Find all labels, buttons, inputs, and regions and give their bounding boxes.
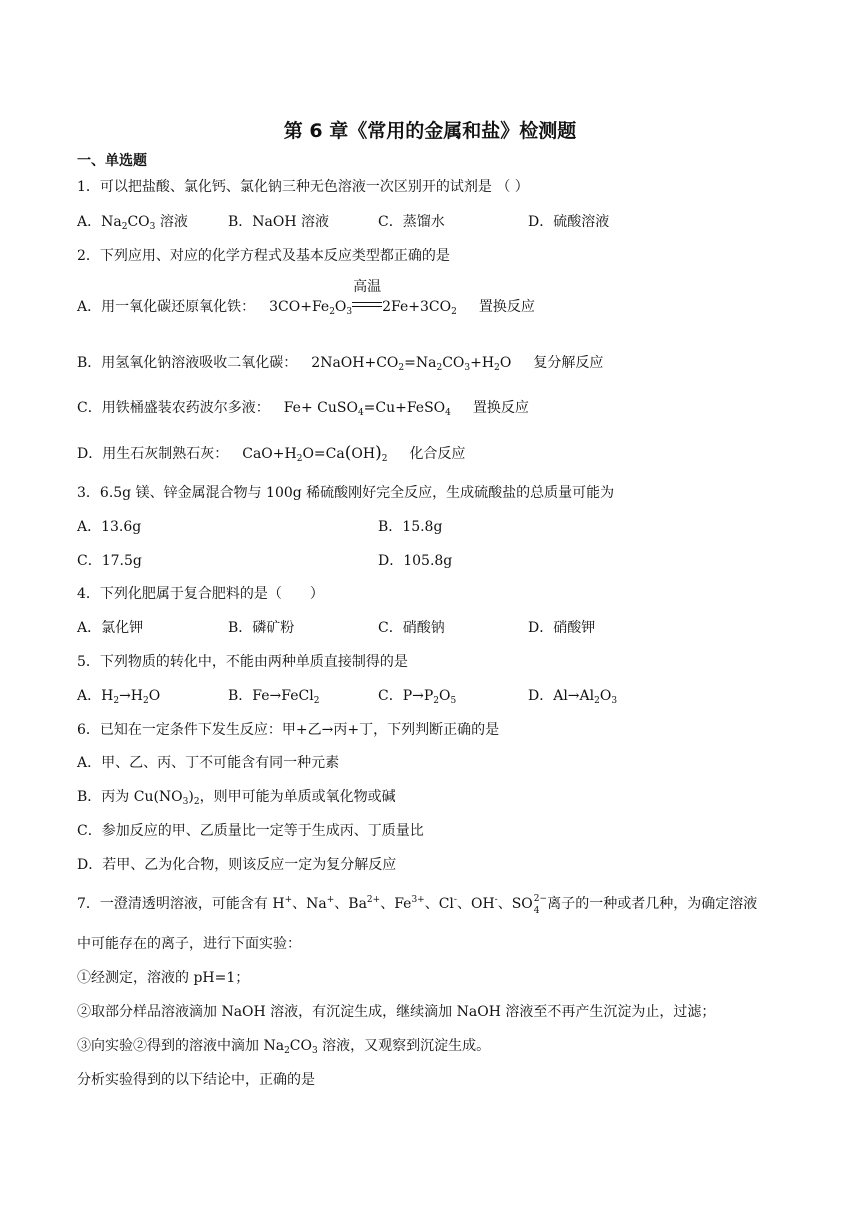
q3-option-c: C．17.5g xyxy=(77,553,142,569)
q6-option-b-formula: B．丙为 Cu(NO xyxy=(77,789,183,805)
q2-option-b: B．用氢氧化钠溶液吸收二氧化碳： $2NaOH+CO_2=Na_2CO_3+H_2O$ 复分解反应 xyxy=(77,355,604,373)
q4-option-d: D．硝酸钾 xyxy=(528,620,596,636)
q4-option-b: B．磷矿粉 xyxy=(228,620,295,636)
q7-step-3: ③向实验②得到的溶液中滴加 $Na_2CO_3$ 溶液，又观察到沉淀生成。 xyxy=(77,1038,491,1056)
q6-option-b-text: ，则甲可能为单质或氧化物或碱 xyxy=(199,789,396,805)
q2-option-c-label: C．用铁桶盛装农药波尔多液： xyxy=(77,400,270,416)
q4-option-c: C．硝酸钠 xyxy=(378,620,445,636)
q2-option-b-label: B．用氢氧化钠溶液吸收二氧化碳： xyxy=(77,355,298,371)
question-7-stem: 7．一澄清透明溶液，可能含有 H+、Na+、$Ba^{2+}$、$Fe^{3+}$、Cl-、OH-、SO 2− 4 离子的一种或者几种，为确定溶液 xyxy=(77,894,758,916)
q2-option-a-label: A．用一氧化碳还原氧化铁： xyxy=(77,299,256,315)
q6-option-a: A．甲、乙、丙、丁不可能含有同一种元素 xyxy=(77,755,340,771)
q7-step-3-tail: 溶液，又观察到沉淀生成。 xyxy=(317,1038,491,1054)
q2-option-a-type: 置换反应 xyxy=(478,299,535,315)
q5-option-a: A．$H_2\to H_2O$ xyxy=(77,688,161,706)
q3-option-b: B．15.8g xyxy=(378,519,443,535)
q7-stem-intro: 7．一澄清透明溶液，可能含有 xyxy=(77,896,273,912)
q1-option-d: D．硫酸溶液 xyxy=(528,214,610,230)
question-5-stem: 5．下列物质的转化中，不能由两种单质直接制得的是 xyxy=(77,654,408,670)
q2-option-b-type: 复分解反应 xyxy=(533,355,604,371)
q2-option-d-label: D．用生石灰制熟石灰： xyxy=(77,446,229,462)
question-7-line2: 中可能存在的离子，进行下面实验： xyxy=(77,936,301,952)
question-4-stem: 4．下列化肥属于复合肥料的是（ ） xyxy=(77,586,324,602)
q7-step-3-intro: ③向实验②得到的溶液中滴加 xyxy=(77,1038,264,1054)
q3-option-d: D．105.8g xyxy=(378,553,453,569)
question-2-stem: 2．下列应用、对应的化学方程式及基本反应类型都正确的是 xyxy=(77,248,450,264)
q4-option-a: A．氯化钾 xyxy=(77,620,144,636)
q2-option-d-type: 化合反应 xyxy=(409,446,466,462)
reaction-condition-text: 高温 xyxy=(353,279,382,295)
q1-option-b: B．NaOH 溶液 xyxy=(228,214,330,230)
q2-option-a: A．用一氧化碳还原氧化铁： $3CO+Fe_2O_3$ 高温 $2Fe+3CO_2$ 置换反应 xyxy=(77,279,535,317)
page-title: 第 6 章《常用的金属和盐》检测题 xyxy=(283,120,577,142)
q5-option-b: B．Fe→FeCl$_2$ xyxy=(228,688,320,706)
question-3-stem: 3．6.5g 镁、锌金属混合物与 100g 稀硫酸刚好完全反应，生成硫酸盐的总质量可能为 xyxy=(77,485,615,501)
reaction-condition xyxy=(352,279,382,317)
q5-option-c: C．$P\to P_2O_5$ xyxy=(378,688,457,706)
q1-option-c: C．蒸馏水 xyxy=(378,214,445,230)
q1-option-a: A．$Na_2CO_3$ 溶液 xyxy=(77,214,188,232)
q6-option-b: B．丙为 $Cu(NO_3)_2$，则甲可能为单质或氧化物或碱 xyxy=(77,789,396,807)
q7-conclusion-prompt: 分析实验得到的以下结论中，正确的是 xyxy=(77,1072,315,1088)
question-1-stem: 1．可以把盐酸、氯化钙、氯化钠三种无色溶液一次区别开的试剂是 （ ） xyxy=(77,179,529,195)
q7-stem-tail: 离子的一种或者几种，为确定溶液 xyxy=(547,896,758,912)
q7-step-2: ②取部分样品溶液滴加 NaOH 溶液，有沉淀生成，继续滴加 NaOH 溶液至不再产生沉淀为止，过滤； xyxy=(77,1004,716,1020)
question-6-stem: 6．已知在一定条件下发生反应：甲+乙→丙+丁，下列判断正确的是 xyxy=(77,722,500,738)
section-heading: 一、单选题 xyxy=(77,153,147,169)
q6-option-c: C．参加反应的甲、乙质量比一定等于生成丙、丁质量比 xyxy=(77,823,424,839)
q2-option-c-type: 置换反应 xyxy=(472,400,529,416)
q2-option-c: C．用铁桶盛装农药波尔多液： Fe+ CuSO$_4$=Cu+FeSO$_4$ 置换反应 xyxy=(77,400,529,418)
q2-option-d: D．用生石灰制熟石灰： $CaO+H_2O=Ca(OH)_2$ 化合反应 xyxy=(77,443,466,464)
q5-option-d: D．$Al\to Al_2O_3$ xyxy=(528,688,618,706)
q7-step-1: ①经测定，溶液的 pH=1； xyxy=(77,970,250,986)
q3-option-a: A．13.6g xyxy=(77,519,142,535)
q6-option-d: D．若甲、乙为化合物，则该反应一定为复分解反应 xyxy=(77,857,397,873)
